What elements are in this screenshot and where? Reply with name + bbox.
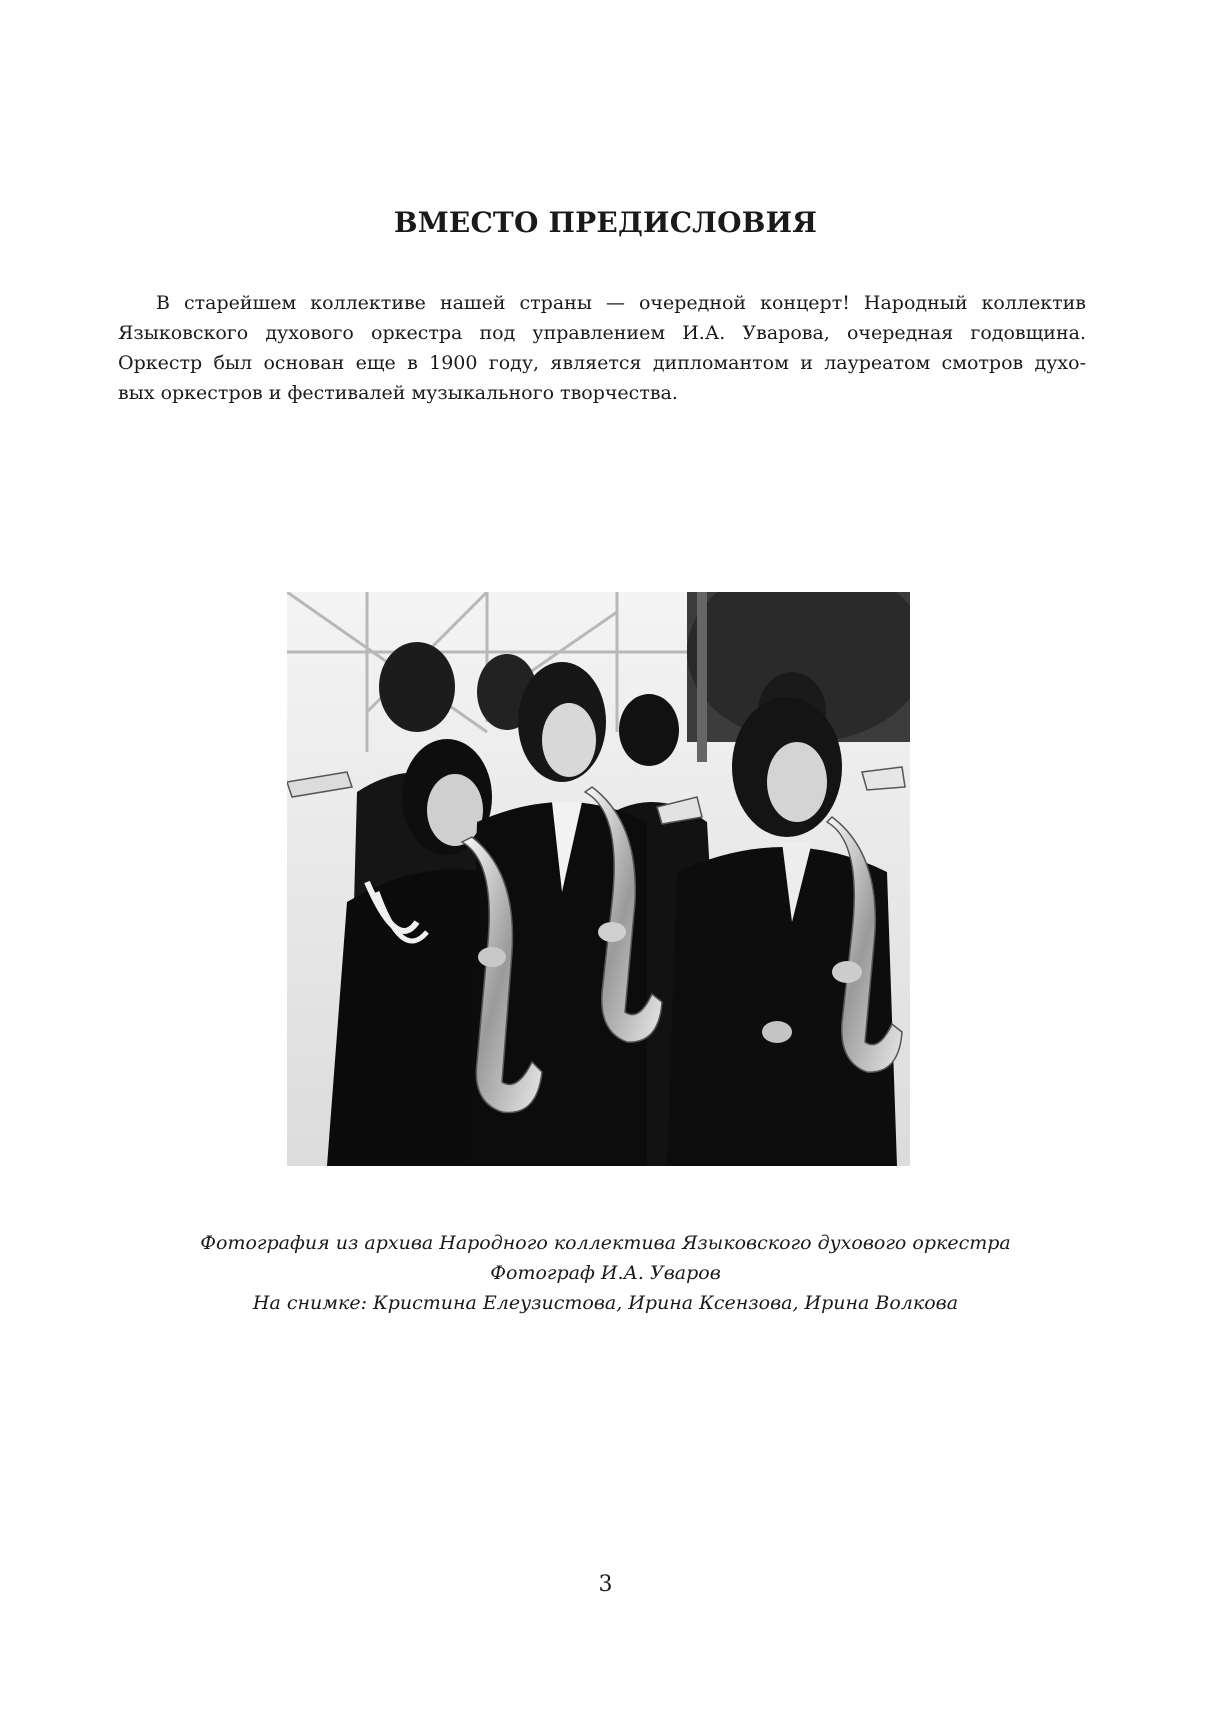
caption-source: Фотография из архива Народного коллектива Языковского духового оркестра	[200, 1232, 1011, 1254]
saxophone-players-image	[287, 592, 910, 1166]
intro-line: Оркестр был основан еще в 1900 году, является дипломантом и лауреатом смотров духо-	[118, 352, 1086, 374]
intro-line: В старейшем коллективе нашей страны — очередной концерт! Народный коллектив	[156, 292, 1086, 314]
photo-caption	[0, 1228, 1211, 1318]
orchestra-photo	[287, 592, 910, 1166]
caption-photographer: Фотограф И.А. Уваров	[490, 1262, 721, 1284]
page-title: ВМЕСТО ПРЕДИСЛОВИЯ	[393, 206, 818, 239]
intro-line: Языковского духового оркестра под управлением И.А. Уварова, очередная годовщина.	[118, 322, 1086, 344]
page-number: 3	[598, 1572, 613, 1597]
intro-line: вых оркестров и фестивалей музыкального творчества.	[118, 382, 678, 404]
intro-paragraph	[118, 288, 1086, 408]
caption-people: На снимке: Кристина Елеузистова, Ирина Ксензова, Ирина Волкова	[252, 1292, 959, 1314]
